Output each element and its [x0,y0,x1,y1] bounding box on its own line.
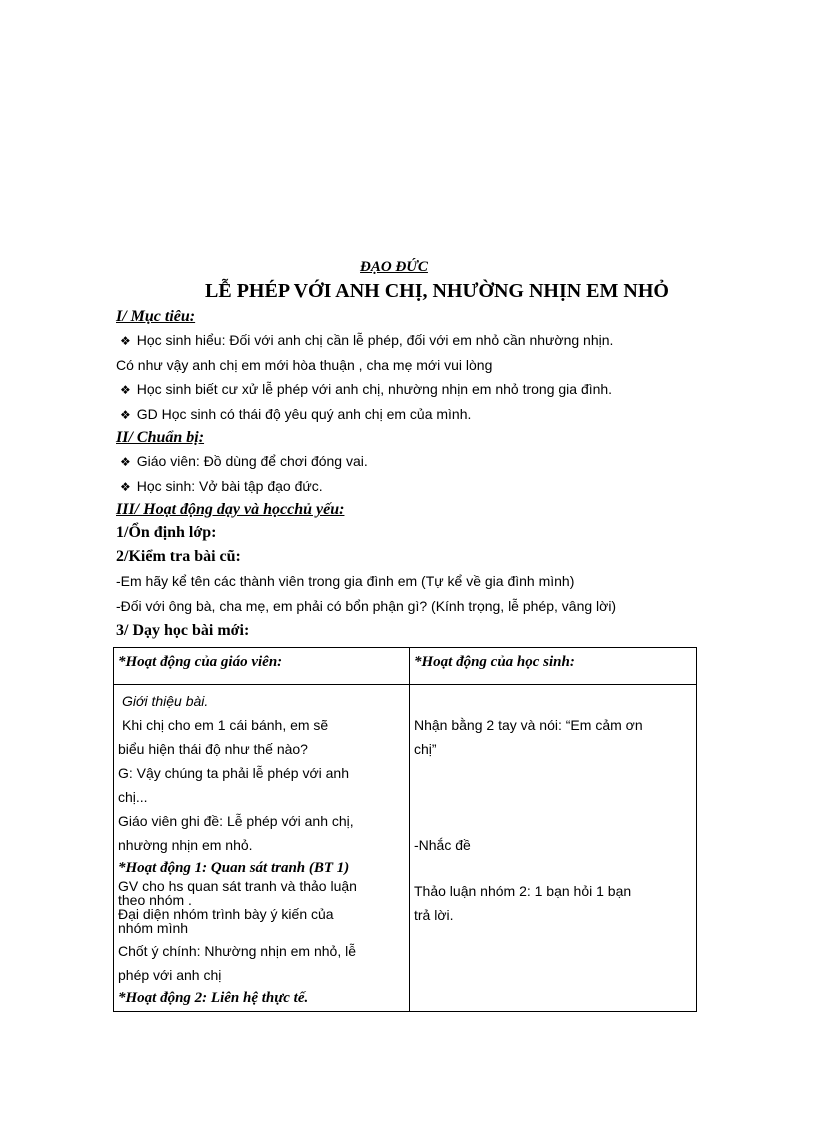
teacher-line: Khi chị cho em 1 cái bánh, em sẽ [122,717,329,733]
diamond-bullet-icon: ❖ [120,408,131,422]
teacher-activities-cell [114,685,410,1012]
objective-continuation: Có như vậy anh chị em mới hòa thuận , cha mẹ mới vui lòng [116,357,493,373]
step-new-lesson: 3/ Dạy học bài mới: [116,622,250,639]
preparation-item: ❖ Giáo viên: Đồ dùng để chơi đóng vai. [120,453,368,469]
diamond-bullet-icon: ❖ [120,334,131,348]
activities-table [113,647,697,1012]
student-line: chị” [414,741,437,757]
lesson-title: LỄ PHÉP VỚI ANH CHỊ, NHƯỜNG NHỊN EM NHỎ [205,280,669,302]
teacher-line: biểu hiện thái độ như thế nào? [118,741,308,757]
student-line: Thảo luận nhóm 2: 1 bạn hỏi 1 bạn [414,883,632,899]
diamond-bullet-icon: ❖ [120,455,131,469]
subject-label: ĐẠO ĐỨC [360,259,428,275]
teacher-line: G: Vậy chúng ta phải lễ phép với anh [118,765,349,781]
diamond-bullet-icon: ❖ [120,480,131,494]
review-question: -Em hãy kể tên các thành viên trong gia đình em (Tự kể về gia đình mình) [116,573,575,589]
teacher-line: nhường nhịn em nhỏ. [118,837,253,853]
teacher-column-header: *Hoạt động của giáo viên: [114,648,410,685]
teacher-line: Đại diện nhóm trình bày ý kiến của [118,906,334,922]
objective-item: ❖ Học sinh biết cư xử lễ phép với anh chị, nhường nhịn em nhỏ trong gia đình. [120,381,613,397]
teacher-line: Giáo viên ghi đề: Lễ phép với anh chị, [118,813,354,829]
teacher-line: Chốt ý chính: Nhường nhịn em nhỏ, lễ [118,943,357,959]
preparation-item: ❖ Học sinh: Vở bài tập đạo đức. [120,478,323,494]
diamond-bullet-icon: ❖ [120,383,131,397]
review-question: -Đối với ông bà, cha mẹ, em phải có bổn phận gì? (Kính trọng, lễ phép, vâng lời) [116,598,617,614]
objective-item: ❖ GD Học sinh có thái độ yêu quý anh chị em của mình. [120,406,472,422]
intro-line: Giới thiệu bài. [122,693,209,709]
teacher-line: GV cho hs quan sát tranh và thảo luận [118,878,357,894]
student-line: -Nhắc đề [414,837,471,853]
lesson-document [116,258,702,643]
student-activities-cell [410,685,697,1012]
teacher-line: phép với anh chị [118,967,222,983]
activity-2-heading: *Hoạt động 2: Liên hệ thực tế. [118,990,309,1006]
teacher-line: theo nhóm . [118,892,192,908]
step-class-setup: 1/Ổn định lớp: [116,524,217,541]
student-line: trả lời. [414,907,454,923]
section-activities-heading: III/ Hoạt động dạy và họcchủ yếu: [116,501,345,518]
section-preparation-heading: II/ Chuẩn bị: [116,429,205,446]
student-line: Nhận bằng 2 tay và nói: “Em cảm ơn [414,717,643,733]
student-column-header: *Hoạt động của học sinh: [410,648,697,685]
section-objectives-heading: I/ Mục tiêu: [116,308,196,325]
activity-1-heading: *Hoạt động 1: Quan sát tranh (BT 1) [118,860,350,876]
objective-item: ❖ Học sinh hiểu: Đối với anh chị cần lễ phép, đối với em nhỏ cần nhường nhịn. [120,332,614,348]
teacher-line: nhóm mình [118,920,189,936]
teacher-line: chị... [118,789,148,805]
step-review: 2/Kiểm tra bài cũ: [116,548,241,565]
